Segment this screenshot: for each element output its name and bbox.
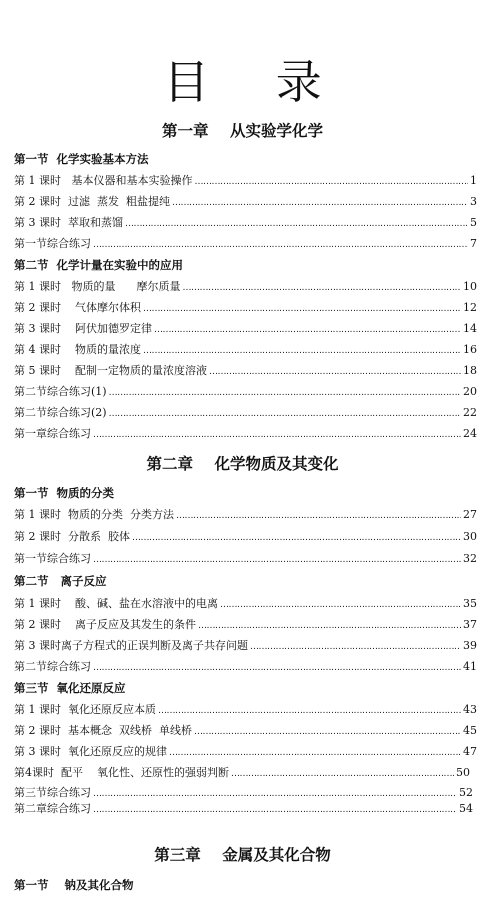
entry-page: 39 (463, 639, 477, 652)
toc-entry[interactable] (14, 765, 470, 781)
toc-entry[interactable] (14, 507, 477, 523)
toc-entry[interactable] (14, 405, 477, 421)
leader-dots (93, 552, 461, 568)
leader-dots (109, 406, 461, 422)
entry-title: 第 1 课时 基本仪器和基本实验操作 (14, 174, 193, 187)
entry-title: 第 2 课时 气体摩尔体积 (14, 301, 141, 314)
leader-dots (143, 343, 461, 359)
toc-entry[interactable] (14, 194, 477, 210)
entry-page: 35 (463, 597, 477, 610)
entry-title: 第二节综合练习(1) (14, 385, 107, 398)
leader-dots (109, 385, 461, 401)
entry-page: 52 (459, 786, 473, 799)
toc-entry[interactable] (14, 744, 477, 760)
entry-page: 14 (463, 322, 477, 335)
section-heading: 第一节 化学实验基本方法 (14, 152, 149, 166)
entry-title: 第一节综合练习 (14, 237, 91, 250)
toc-entry[interactable] (14, 363, 477, 379)
leader-dots (209, 364, 461, 380)
leader-dots (198, 618, 461, 634)
leader-dots (250, 639, 461, 655)
entry-title: 第一章综合练习 (14, 427, 91, 440)
entry-page: 54 (459, 802, 473, 815)
toc-entry[interactable] (14, 342, 477, 358)
toc-entry[interactable] (14, 236, 477, 252)
leader-dots (93, 237, 468, 253)
leader-dots (231, 766, 454, 782)
leader-dots (194, 174, 468, 190)
leader-dots (93, 802, 457, 818)
leader-dots (172, 195, 468, 211)
entry-title: 第 3 课时离子方程式的正误判断及离子共存问题 (14, 639, 248, 652)
leader-dots (132, 530, 461, 546)
leader-dots (93, 660, 461, 676)
entry-title: 第二节综合练习(2) (14, 406, 107, 419)
entry-page: 18 (463, 364, 477, 377)
toc-entry[interactable] (14, 659, 477, 675)
entry-page: 16 (463, 343, 477, 356)
entry-page: 43 (463, 703, 477, 716)
toc-entry[interactable] (14, 638, 477, 654)
entry-title: 第 2 课时 离子反应及其发生的条件 (14, 618, 196, 631)
toc-entry[interactable] (14, 384, 477, 400)
toc-entry[interactable] (14, 279, 477, 295)
section-heading: 第二节 化学计量在实验中的应用 (14, 258, 184, 272)
leader-dots (176, 508, 461, 524)
chapter-1-heading: 第一章 从实验学化学 (161, 121, 324, 140)
leader-dots (194, 724, 461, 740)
entry-page: 22 (463, 406, 477, 419)
entry-title: 第 1 课时 酸、碱、盐在水溶液中的电离 (14, 597, 218, 610)
entry-page: 1 (470, 174, 477, 187)
entry-title: 第4课时 配平 氧化性、还原性的强弱判断 (14, 766, 229, 779)
toc-entry[interactable] (14, 785, 473, 801)
entry-title: 第 3 课时 萃取和蒸馏 (14, 216, 123, 229)
leader-dots (93, 427, 461, 443)
entry-page: 24 (463, 427, 477, 440)
entry-page: 20 (463, 385, 477, 398)
leader-dots (169, 745, 461, 761)
leader-dots (182, 280, 461, 296)
entry-title: 第 4 课时 物质的量浓度 (14, 343, 141, 356)
entry-page: 7 (470, 237, 477, 250)
chapter-3-heading: 第三章 金属及其化合物 (154, 845, 331, 864)
toc-entry[interactable] (14, 801, 473, 817)
entry-page: 32 (463, 552, 477, 565)
entry-title: 第 3 课时 阿伏加德罗定律 (14, 322, 152, 335)
entry-title: 第 2 课时 分散系 胶体 (14, 530, 130, 543)
entry-page: 47 (463, 745, 477, 758)
leader-dots (125, 216, 468, 232)
entry-title: 第二节综合练习 (14, 660, 91, 673)
leader-dots (158, 703, 461, 719)
entry-title: 第 1 课时 物质的分类 分类方法 (14, 508, 174, 521)
leader-dots (143, 301, 461, 317)
toc-entry[interactable] (14, 426, 477, 442)
entry-title: 第 3 课时 氧化还原反应的规律 (14, 745, 167, 758)
entry-title: 第一节综合练习 (14, 552, 91, 565)
leader-dots (154, 322, 461, 338)
entry-page: 37 (463, 618, 477, 631)
section-heading: 第一节 物质的分类 (14, 486, 115, 500)
entry-title: 第 2 课时 基本概念 双线桥 单线桥 (14, 724, 192, 737)
entry-page: 3 (470, 195, 477, 208)
toc-entry[interactable] (14, 215, 477, 231)
section-heading: 第一节 钠及其化合物 (14, 878, 134, 892)
entry-title: 第二章综合练习 (14, 802, 91, 815)
leader-dots (93, 786, 457, 802)
entry-title: 第三节综合练习 (14, 786, 91, 799)
chapter-2-heading: 第二章 化学物质及其变化 (146, 454, 339, 473)
toc-entry[interactable] (14, 173, 477, 189)
leader-dots (220, 597, 461, 613)
entry-title: 第 1 课时 氧化还原反应本质 (14, 703, 156, 716)
toc-entry[interactable] (14, 300, 477, 316)
entry-page: 45 (463, 724, 477, 737)
toc-entry[interactable] (14, 596, 477, 612)
entry-page: 5 (470, 216, 477, 229)
entry-page: 12 (463, 301, 477, 314)
entry-title: 第 5 课时 配制一定物质的量浓度溶液 (14, 364, 207, 377)
entry-page: 30 (463, 530, 477, 543)
toc-entry[interactable] (14, 321, 477, 337)
section-heading: 第二节 离子反应 (14, 574, 107, 588)
entry-page: 50 (456, 766, 470, 779)
toc-entry[interactable] (14, 617, 477, 633)
entry-title: 第 2 课时 过滤 蒸发 粗盐提纯 (14, 195, 170, 208)
entry-page: 27 (463, 508, 477, 521)
toc-entry[interactable] (14, 723, 477, 739)
toc-entry[interactable] (14, 529, 477, 545)
toc-title: 目 录 (163, 55, 348, 109)
section-heading: 第三节 氧化还原反应 (14, 681, 126, 695)
toc-entry[interactable] (14, 702, 477, 718)
entry-page: 41 (463, 660, 477, 673)
entry-title: 第 1 课时 物质的量 摩尔质量 (14, 280, 181, 293)
toc-entry[interactable] (14, 551, 477, 567)
entry-page: 10 (463, 280, 477, 293)
